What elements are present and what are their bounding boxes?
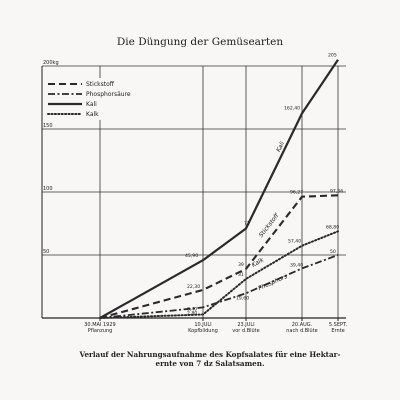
legend-label: Kali [86, 101, 97, 108]
y-tick-label: 150 [43, 123, 53, 129]
data-label: 22,30 [187, 284, 201, 290]
data-labels [185, 53, 343, 317]
data-label: 50 [330, 250, 336, 255]
data-label: 39 [238, 262, 244, 268]
x-tick-label: Ernte [331, 328, 345, 334]
data-label: 97,36 [330, 189, 344, 195]
x-tick-label: Pflanzung [87, 328, 113, 334]
data-label: 39,40 [290, 263, 304, 269]
data-label: 205 [328, 53, 337, 59]
series-tag: Stickstoff [257, 212, 281, 239]
data-label: 71 [244, 221, 250, 227]
data-label: 68,80 [326, 225, 340, 231]
data-label: 96,27 [290, 190, 304, 196]
chart-caption [60, 350, 360, 368]
caption-line-2: ernte von 7 dz Salatsamen. [155, 359, 265, 368]
caption-line-1: Verlauf der Nahrungsaufnahme des Kopfsalates für eine Hektar- [79, 350, 341, 359]
data-label: 19,60 [236, 296, 250, 302]
x-tick-label: 10.JULI [194, 322, 212, 328]
x-tick-label: Kopfbildung [188, 328, 218, 334]
data-label: 45,90 [185, 254, 199, 260]
chart-title: Die Düngung der Gemüsearten [116, 36, 284, 48]
data-label: 31 [238, 272, 244, 278]
data-label: 8,40 [187, 307, 198, 313]
x-tick-label: nach d.Blüte [286, 328, 318, 334]
y-tick-label: 200kg [43, 60, 59, 66]
y-tick-label: 100 [43, 186, 53, 192]
legend-label: Kalk [86, 111, 99, 118]
x-tick-label: 5.SEPT. [328, 322, 348, 328]
series-tag: Kali [275, 140, 287, 154]
series-tag: Kalk [250, 256, 266, 270]
data-label: 162,40 [284, 106, 301, 112]
y-tick-label: 50 [43, 249, 50, 255]
x-tick-label: 30.MAI 1929 [84, 322, 116, 328]
legend-label: Phosphorsäure [86, 91, 131, 98]
x-tick-label: 20.AUG. [291, 322, 313, 328]
series-tag: Phosphors [257, 273, 289, 293]
x-tick-label: vor d.Blüte [232, 328, 260, 334]
legend-label: Stickstoff [86, 81, 114, 88]
data-label: 2,80 [187, 311, 198, 317]
data-label: 57,40 [288, 239, 302, 245]
legend [46, 78, 131, 120]
x-tick-label: 23.JULI [237, 322, 255, 328]
